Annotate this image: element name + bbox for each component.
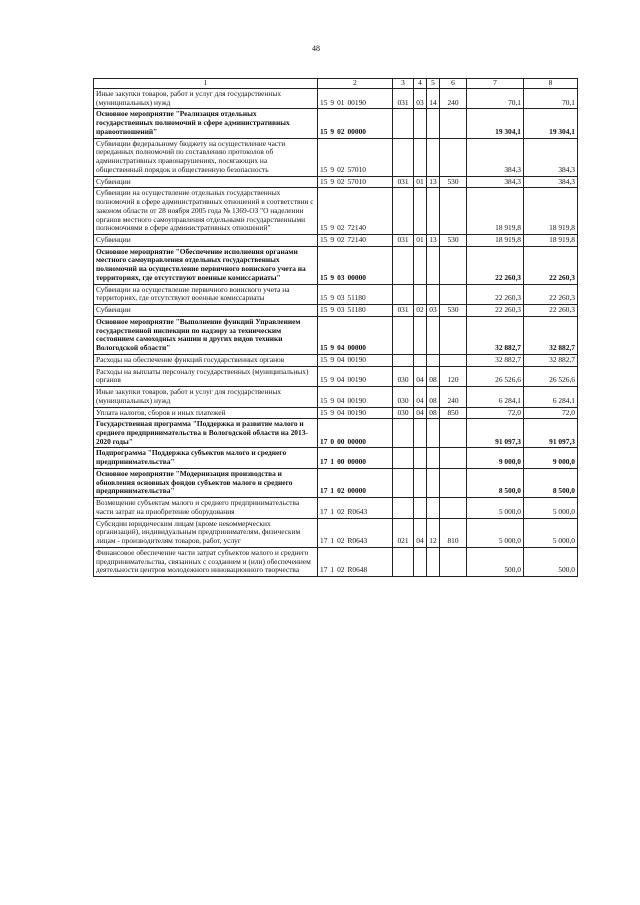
ministry-cell [393, 547, 414, 576]
amount-cell: 22 260,3 [467, 284, 524, 304]
amount-cell: 22 260,3 [524, 284, 578, 304]
ministry-cell [393, 419, 414, 448]
ministry-cell [393, 448, 414, 468]
target-code-cell [318, 547, 393, 576]
subsection-cell [427, 468, 440, 497]
subsection-cell [427, 354, 440, 366]
row-name-cell: Субвенции [94, 176, 318, 188]
code-part: 51180 [347, 293, 366, 303]
header-cell: 2 [318, 79, 393, 89]
code-part: 57010 [347, 176, 366, 186]
code-part: 00000 [347, 272, 366, 282]
row-name-cell: Субсидии юридическим лицам (кроме некоммерческих организаций), индивидуальным предпринимателям, физическим лицам - производителям товаров, работ, услуг [94, 518, 318, 547]
section-cell: 01 [414, 235, 427, 247]
section-cell: 04 [414, 407, 427, 419]
row-name-cell: Иные закупки товаров, работ и услуг для государственных (муниципальных) нужд [94, 89, 318, 109]
code-part: 57010 [347, 164, 366, 174]
code-part: 15 [320, 176, 328, 186]
code-part: 9 [330, 293, 335, 303]
ministry-cell [393, 284, 414, 304]
amount-cell: 384,3 [524, 138, 578, 176]
amount-cell: 32 882,7 [467, 354, 524, 366]
expense-type-cell [440, 284, 467, 304]
amount-cell: 18 919,8 [524, 235, 578, 247]
ministry-cell [393, 316, 414, 354]
code-part: 15 [320, 407, 328, 417]
section-cell [414, 246, 427, 284]
code-part: 00000 [347, 126, 366, 136]
code-part: 02 [337, 565, 345, 575]
ministry-cell: 030 [393, 366, 414, 386]
target-code-cell [318, 89, 393, 109]
code-part: 15 [320, 395, 328, 405]
code-part: 17 [320, 506, 328, 516]
amount-cell: 32 882,7 [524, 354, 578, 366]
row-name-cell: Субвенции на осуществление первичного воинского учета на территориях, где отсутствуют военные комиссариаты [94, 284, 318, 304]
target-code-cell [318, 138, 393, 176]
code-part: 9 [330, 305, 335, 315]
code-part: 9 [330, 354, 335, 364]
ministry-cell [393, 498, 414, 518]
row-name-cell: Расходы на обеспечение функций государственных органов [94, 354, 318, 366]
table-row [94, 419, 578, 448]
expense-type-cell: 530 [440, 176, 467, 188]
table-row [94, 547, 578, 576]
row-name-cell: Основное мероприятие "Выполнение функций Управлением государственной инспекции по надзору за техническим состоянием самоходных машин и других видов техники Вологодской области" [94, 316, 318, 354]
code-part: 02 [337, 486, 345, 496]
amount-cell: 500,0 [524, 547, 578, 576]
code-part: 01 [337, 97, 345, 107]
expense-type-cell [440, 419, 467, 448]
header-cell: 6 [440, 79, 467, 89]
section-cell [414, 138, 427, 176]
ministry-cell: 031 [393, 89, 414, 109]
code-part: 1 [330, 565, 335, 575]
ministry-cell [393, 246, 414, 284]
code-part: R0643 [347, 536, 368, 546]
section-cell [414, 498, 427, 518]
expense-type-cell [440, 547, 467, 576]
expense-type-cell: 120 [440, 366, 467, 386]
row-name-cell: Расходы на выплаты персоналу государственных (муниципальных) органов [94, 366, 318, 386]
target-code-cell [318, 419, 393, 448]
expense-type-cell: 530 [440, 305, 467, 317]
code-part: 03 [337, 305, 345, 315]
target-code-cell [318, 498, 393, 518]
code-part: 00000 [347, 457, 366, 467]
row-name-cell: Основное мероприятие "Реализация отдельных государственных полномочий в сфере административных правоотношений" [94, 109, 318, 138]
section-cell: 03 [414, 89, 427, 109]
code-part: 15 [320, 164, 328, 174]
table-row [94, 235, 578, 247]
code-part: 51180 [347, 305, 366, 315]
subsection-cell [427, 316, 440, 354]
target-code-cell [318, 235, 393, 247]
expense-type-cell: 240 [440, 387, 467, 407]
target-code-cell [318, 448, 393, 468]
subsection-cell: 13 [427, 235, 440, 247]
code-part: 17 [320, 436, 328, 446]
code-part: 9 [330, 97, 335, 107]
expense-type-cell [440, 498, 467, 518]
code-part: 04 [337, 343, 345, 353]
page-number: 48 [312, 44, 320, 53]
code-part: 02 [337, 506, 345, 516]
row-name-cell: Государственная программа "Поддержка и развитие малого и среднего предпринимательства в Вологодской области на 2013-2020 годы" [94, 419, 318, 448]
row-name-cell: Основное мероприятие "Модернизация производства и обновления основных фондов субъектов малого и среднего предпринимательства" [94, 468, 318, 497]
section-cell [414, 188, 427, 235]
code-part: 1 [330, 536, 335, 546]
amount-cell: 384,3 [524, 176, 578, 188]
header-cell: 8 [524, 79, 578, 89]
subsection-cell: 03 [427, 305, 440, 317]
section-cell [414, 547, 427, 576]
code-part: 72140 [347, 223, 366, 233]
subsection-cell [427, 419, 440, 448]
code-part: 00000 [347, 436, 366, 446]
subsection-cell: 14 [427, 89, 440, 109]
amount-cell: 9 000,0 [524, 448, 578, 468]
table-row [94, 407, 578, 419]
ministry-cell [393, 354, 414, 366]
code-part: 1 [330, 457, 335, 467]
target-code-cell [318, 468, 393, 497]
target-code-cell [318, 176, 393, 188]
table-row [94, 387, 578, 407]
code-part: 17 [320, 536, 328, 546]
code-part: 15 [320, 354, 328, 364]
expense-type-cell [440, 109, 467, 138]
target-code-cell [318, 518, 393, 547]
amount-cell: 5 000,0 [524, 498, 578, 518]
code-part: 02 [337, 235, 345, 245]
section-cell [414, 316, 427, 354]
code-part: 9 [330, 223, 335, 233]
table-header-row [94, 79, 578, 89]
code-part: 04 [337, 354, 345, 364]
subsection-cell: 08 [427, 407, 440, 419]
code-part: 00 [337, 436, 345, 446]
section-cell [414, 354, 427, 366]
code-part: 15 [320, 272, 328, 282]
amount-cell: 26 526,6 [524, 366, 578, 386]
amount-cell: 22 260,3 [524, 305, 578, 317]
code-part: 17 [320, 457, 328, 467]
code-part: 15 [320, 305, 328, 315]
code-part: 02 [337, 126, 345, 136]
subsection-cell [427, 284, 440, 304]
expense-type-cell [440, 188, 467, 235]
section-cell: 04 [414, 518, 427, 547]
section-cell [414, 284, 427, 304]
code-part: 9 [330, 272, 335, 282]
expense-type-cell [440, 138, 467, 176]
code-part: 02 [337, 536, 345, 546]
table-row [94, 138, 578, 176]
ministry-cell [393, 109, 414, 138]
table-row [94, 176, 578, 188]
section-cell: 02 [414, 305, 427, 317]
expense-type-cell: 810 [440, 518, 467, 547]
subsection-cell [427, 109, 440, 138]
target-code-cell [318, 407, 393, 419]
ministry-cell: 031 [393, 305, 414, 317]
code-part: 03 [337, 293, 345, 303]
expense-type-cell [440, 354, 467, 366]
amount-cell: 19 304,1 [467, 109, 524, 138]
table-row [94, 468, 578, 497]
target-code-cell [318, 305, 393, 317]
subsection-cell [427, 547, 440, 576]
header-cell: 4 [414, 79, 427, 89]
code-part: 17 [320, 565, 328, 575]
section-cell: 04 [414, 366, 427, 386]
code-part: 00190 [347, 354, 366, 364]
header-cell: 7 [467, 79, 524, 89]
target-code-cell [318, 109, 393, 138]
subsection-cell: 12 [427, 518, 440, 547]
target-code-cell [318, 316, 393, 354]
header-cell: 1 [94, 79, 318, 89]
code-part: 03 [337, 272, 345, 282]
code-part: 02 [337, 164, 345, 174]
subsection-cell [427, 448, 440, 468]
amount-cell: 6 284,1 [524, 387, 578, 407]
amount-cell: 8 500,0 [467, 468, 524, 497]
code-part: 00190 [347, 97, 366, 107]
code-part: 02 [337, 176, 345, 186]
ministry-cell: 030 [393, 387, 414, 407]
ministry-cell: 031 [393, 176, 414, 188]
row-name-cell: Субвенции федеральному бюджету на осуществление части переданных полномочий по составлению протоколов об административных правонарушениях, посягающих на общественный порядок и общественную безопасность [94, 138, 318, 176]
row-name-cell: Основное мероприятие "Обеспечение исполнения органами местного самоуправления отдельных государственных полномочий на осуществление первичного воинского учета на территориях, где отсутствуют военные комиссариаты" [94, 246, 318, 284]
table-row [94, 188, 578, 235]
subsection-cell [427, 188, 440, 235]
table-row [94, 354, 578, 366]
amount-cell: 91 097,3 [524, 419, 578, 448]
code-part: 9 [330, 375, 335, 385]
table-row [94, 518, 578, 547]
amount-cell: 72,0 [467, 407, 524, 419]
code-part: 9 [330, 407, 335, 417]
section-cell [414, 468, 427, 497]
amount-cell: 18 919,8 [467, 188, 524, 235]
table-row [94, 448, 578, 468]
budget-table [93, 78, 578, 577]
expense-type-cell: 530 [440, 235, 467, 247]
subsection-cell [427, 138, 440, 176]
code-part: 9 [330, 343, 335, 353]
code-part: 04 [337, 375, 345, 385]
row-name-cell: Субвенции [94, 235, 318, 247]
code-part: 15 [320, 223, 328, 233]
expense-type-cell [440, 468, 467, 497]
amount-cell: 5 000,0 [524, 518, 578, 547]
code-part: 0 [330, 436, 335, 446]
row-name-cell: Иные закупки товаров, работ и услуг для государственных (муниципальных) нужд [94, 387, 318, 407]
header-cell: 3 [393, 79, 414, 89]
subsection-cell [427, 498, 440, 518]
expense-type-cell: 850 [440, 407, 467, 419]
code-part: 00190 [347, 395, 366, 405]
amount-cell: 8 500,0 [524, 468, 578, 497]
table-row [94, 89, 578, 109]
code-part: 9 [330, 176, 335, 186]
amount-cell: 70,1 [467, 89, 524, 109]
amount-cell: 22 260,3 [467, 305, 524, 317]
amount-cell: 5 000,0 [467, 518, 524, 547]
amount-cell: 18 919,8 [467, 235, 524, 247]
amount-cell: 22 260,3 [524, 246, 578, 284]
code-part: 9 [330, 395, 335, 405]
table-row [94, 109, 578, 138]
amount-cell: 384,3 [467, 176, 524, 188]
code-part: 15 [320, 235, 328, 245]
code-part: 00000 [347, 343, 366, 353]
code-part: 1 [330, 486, 335, 496]
code-part: 04 [337, 395, 345, 405]
subsection-cell [427, 246, 440, 284]
section-cell [414, 448, 427, 468]
amount-cell: 72,0 [524, 407, 578, 419]
subsection-cell: 08 [427, 387, 440, 407]
ministry-cell [393, 138, 414, 176]
table-row [94, 305, 578, 317]
target-code-cell [318, 284, 393, 304]
section-cell: 04 [414, 387, 427, 407]
ministry-cell [393, 188, 414, 235]
code-part: 72140 [347, 235, 366, 245]
amount-cell: 6 284,1 [467, 387, 524, 407]
table-row [94, 498, 578, 518]
table-body [94, 79, 578, 577]
row-name-cell: Уплата налогов, сборов и иных платежей [94, 407, 318, 419]
amount-cell: 5 000,0 [467, 498, 524, 518]
code-part: R0648 [347, 565, 368, 575]
amount-cell: 70,1 [524, 89, 578, 109]
amount-cell: 22 260,3 [467, 246, 524, 284]
amount-cell: 500,0 [467, 547, 524, 576]
section-cell [414, 109, 427, 138]
code-part: 9 [330, 164, 335, 174]
ministry-cell [393, 468, 414, 497]
code-part: 00190 [347, 375, 366, 385]
amount-cell: 19 304,1 [524, 109, 578, 138]
section-cell: 01 [414, 176, 427, 188]
code-part: 1 [330, 506, 335, 516]
table-row [94, 316, 578, 354]
row-name-cell: Финансовое обеспечение части затрат субъектов малого и среднего предпринимательства, связанных с созданием и (или) обеспечением деятельности центров молодежного инновационного творчества [94, 547, 318, 576]
code-part: 9 [330, 126, 335, 136]
amount-cell: 9 000,0 [467, 448, 524, 468]
code-part: R0643 [347, 506, 368, 516]
target-code-cell [318, 354, 393, 366]
code-part: 9 [330, 235, 335, 245]
target-code-cell [318, 387, 393, 407]
amount-cell: 91 097,3 [467, 419, 524, 448]
code-part: 02 [337, 223, 345, 233]
code-part: 04 [337, 407, 345, 417]
table-row [94, 366, 578, 386]
section-cell [414, 419, 427, 448]
code-part: 15 [320, 375, 328, 385]
code-part: 15 [320, 126, 328, 136]
subsection-cell: 08 [427, 366, 440, 386]
table-row [94, 246, 578, 284]
code-part: 17 [320, 486, 328, 496]
expense-type-cell [440, 246, 467, 284]
code-part: 00000 [347, 486, 366, 496]
target-code-cell [318, 188, 393, 235]
amount-cell: 384,3 [467, 138, 524, 176]
ministry-cell: 031 [393, 235, 414, 247]
row-name-cell: Возмещение субъектам малого и среднего предпринимательства части затрат на приобретение оборудования [94, 498, 318, 518]
amount-cell: 32 882,7 [524, 316, 578, 354]
amount-cell: 32 882,7 [467, 316, 524, 354]
subsection-cell: 13 [427, 176, 440, 188]
expense-type-cell: 240 [440, 89, 467, 109]
code-part: 15 [320, 343, 328, 353]
row-name-cell: Субвенции на осуществление отдельных государственных полномочий в сфере административных отношений в соответствии с законом области от 28 ноября 2005 года № 1369-ОЗ "О наделении органов местного самоуправления отдельными государственными полномочиями в сфере административных отношений" [94, 188, 318, 235]
expense-type-cell [440, 316, 467, 354]
target-code-cell [318, 366, 393, 386]
ministry-cell: 030 [393, 407, 414, 419]
header-cell: 5 [427, 79, 440, 89]
expense-type-cell [440, 448, 467, 468]
code-part: 15 [320, 97, 328, 107]
ministry-cell: 021 [393, 518, 414, 547]
table-row [94, 284, 578, 304]
code-part: 00 [337, 457, 345, 467]
code-part: 15 [320, 293, 328, 303]
row-name-cell: Подпрограмма "Поддержка субъектов малого и среднего предпринимательства" [94, 448, 318, 468]
code-part: 00190 [347, 407, 366, 417]
amount-cell: 26 526,6 [467, 366, 524, 386]
row-name-cell: Субвенции [94, 305, 318, 317]
target-code-cell [318, 246, 393, 284]
amount-cell: 18 919,8 [524, 188, 578, 235]
